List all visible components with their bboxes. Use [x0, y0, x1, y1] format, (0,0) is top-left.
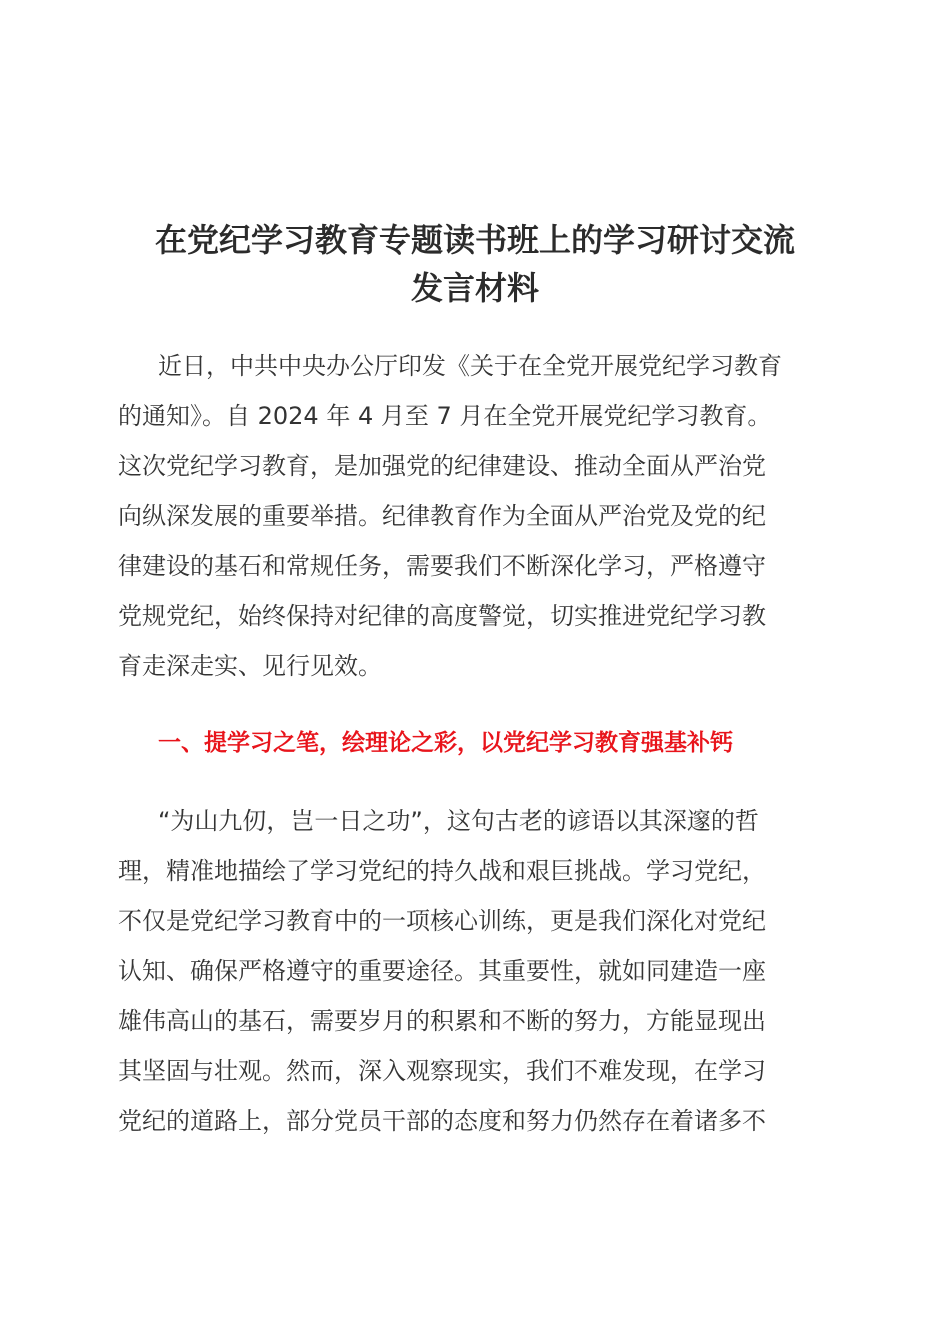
- paragraph-line: 党规党纪，始终保持对纪律的高度警觉，切实推进党纪学习教: [118, 602, 766, 630]
- paragraph-line: 不仅是党纪学习教育中的一项核心训练，更是我们深化对党纪: [118, 907, 766, 935]
- document-title-line-1: 在党纪学习教育专题读书班上的学习研讨交流: [154, 221, 795, 259]
- paragraph-line: 向纵深发展的重要举措。纪律教育作为全面从严治党及党的纪: [118, 502, 766, 530]
- paragraph-line: 近日，中共中央办公厅印发《关于在全党开展党纪学习教育: [158, 352, 782, 380]
- paragraph-line: 律建设的基石和常规任务，需要我们不断深化学习，严格遵守: [118, 552, 766, 580]
- paragraph-line: 理，精准地描绘了学习党纪的持久战和艰巨挑战。学习党纪，: [118, 857, 766, 885]
- paragraph-line: 育走深走实、见行见效。: [118, 652, 382, 680]
- paragraph-line: 认知、确保严格遵守的重要途径。其重要性，就如同建造一座: [118, 957, 766, 985]
- paragraph-line: “为山九仞，岂一日之功”，这句古老的谚语以其深邃的哲: [158, 807, 759, 835]
- paragraph-line: 雄伟高山的基石，需要岁月的积累和不断的努力，方能显现出: [118, 1007, 766, 1035]
- paragraph-line: 其坚固与壮观。然而，深入观察现实，我们不难发现，在学习: [118, 1057, 766, 1085]
- paragraph-line: 这次党纪学习教育，是加强党的纪律建设、推动全面从严治党: [118, 452, 766, 480]
- document-title-line-2: 发言材料: [410, 269, 539, 307]
- paragraph-line: 党纪的道路上，部分党员干部的态度和努力仍然存在着诸多不: [118, 1107, 766, 1135]
- section-heading: 一、提学习之笔，绘理论之彩，以党纪学习教育强基补钙: [158, 730, 733, 756]
- paragraph-line: 的通知》。自 2024 年 4 月至 7 月在全党开展党纪学习教育。: [118, 402, 772, 430]
